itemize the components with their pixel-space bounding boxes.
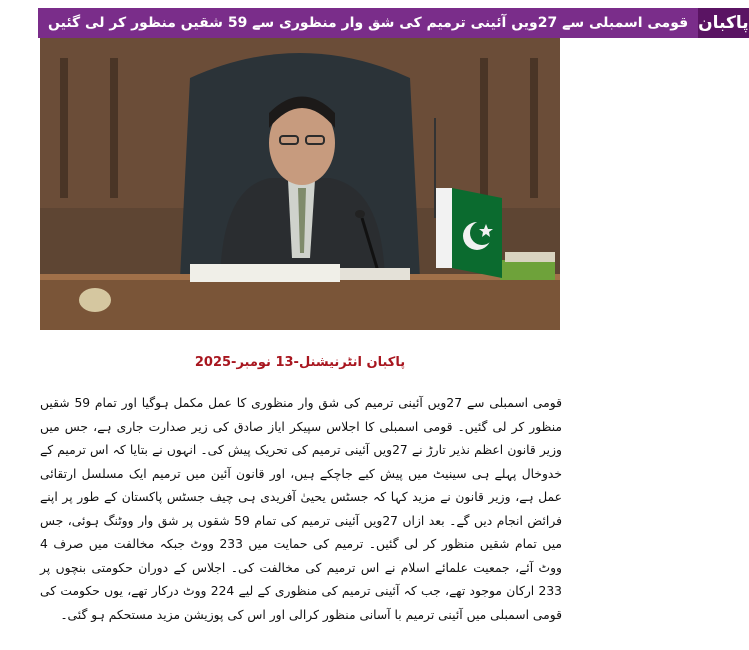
headline: قومی اسمبلی سے 27ویں آئینی ترمیم کی شق وار منظوری سے 59 شقیں منظور کر لی گئیں — [38, 8, 698, 38]
header-banner — [38, 8, 749, 38]
brand-logo: پاکبان — [698, 8, 749, 38]
news-photo — [40, 38, 560, 330]
dateline: پاکبان انٹرنیشنل-13 نومبر-2025 — [194, 355, 406, 370]
article-body: قومی اسمبلی سے 27ویں آئینی ترمیم کی شق وار منظوری کا عمل مکمل ہوگیا اور تمام 59 شقیں منظور کر لی گئیں۔ قومی اسمبلی کا اجلاس سپیکر ایاز صادق کی زیر صدارت جاری ہے، جس میں وزیر قانون اعظم نذیر تارڑ نے 27ویں آئینی ترمیم کی تحریک پیش کی۔ انہوں نے بتایا کہ اس ترمیم کے خدوخال پہلے ہی سینیٹ میں پیش کیے جاچکے ہیں، اور قانون آئین میں ترمیم ایک مسلسل ارتقائی عمل ہے، وزیر قانون نے مزید کہا کہ جسٹس یحییٰ آفریدی ہی چیف جسٹس پاکستان کے طور پر اپنے فرائض انجام دیں گے۔ بعد ازاں 27ویں آئینی ترمیم کی تمام 59 شقوں پر شق وار ووٹنگ ہوئی، جس میں تمام شقیں منظور کر لی گئیں۔ ترمیم کی حمایت میں 233 ووٹ جبکہ مخالفت میں صرف 4 ووٹ آئے، جمعیت علمائے اسلام نے اس ترمیم کی مخالفت کی۔ اجلاس کے دوران حکومتی بنچوں پر 233 ارکان موجود تھے، جب کہ آئینی ترمیم کی منظوری کے لیے 224 ووٹ درکار تھے، یوں حکومت کی قومی اسمبلی میں آئینی ترمیم با آسانی منظور کرالی اور اس کی پوزیشن مزید مستحکم ہو گئی۔ — [40, 396, 562, 622]
